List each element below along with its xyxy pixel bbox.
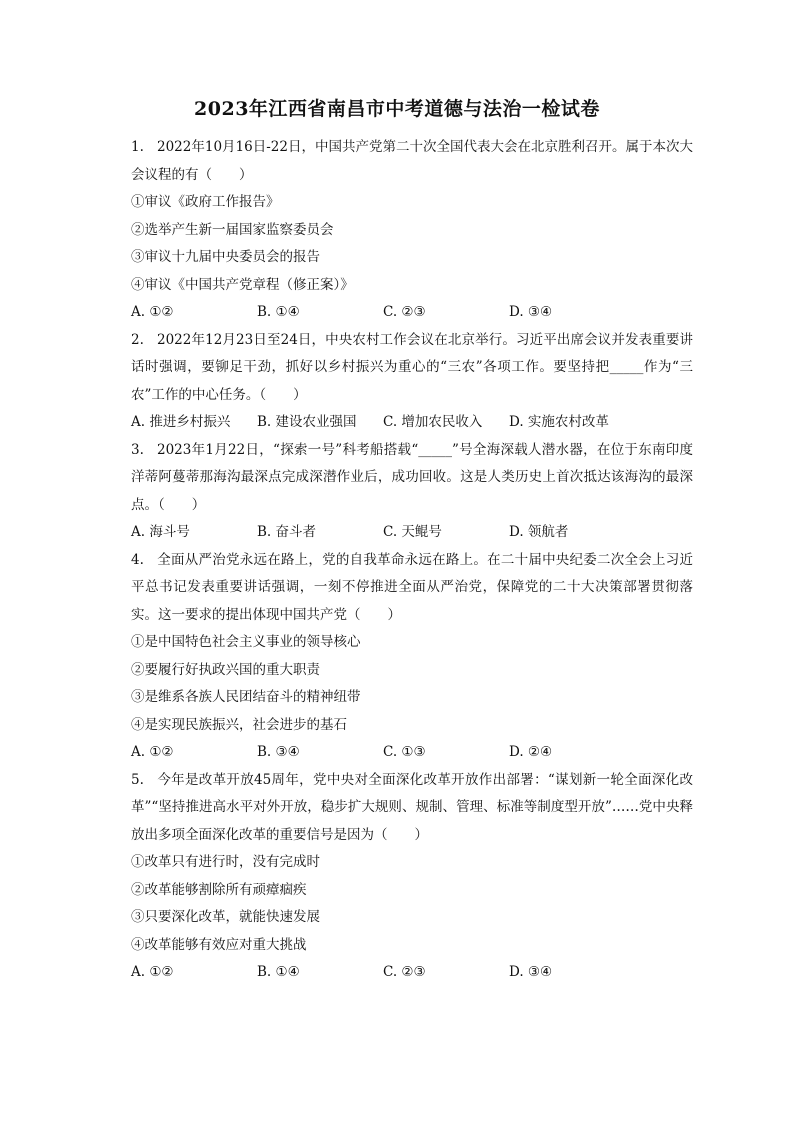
statement-item: ③是维系各族人民团结奋斗的精神纽带 xyxy=(131,689,361,705)
question-stem xyxy=(131,134,693,189)
statement-item: ②选举产生新一届国家监察委员会 xyxy=(131,221,334,238)
option-b: B. 建设农业强国 xyxy=(257,414,357,430)
question-number: 3. xyxy=(131,441,144,458)
statement-item: ①是中国特色社会主义事业的领导核心 xyxy=(131,634,361,650)
question-list xyxy=(131,134,693,987)
option-a: A. ①② xyxy=(131,744,174,760)
statement-item: ③审议十九届中央委员会的报告 xyxy=(131,249,320,265)
answer-options xyxy=(131,409,693,437)
answer-options xyxy=(131,739,693,767)
option-c: C. 天鲲号 xyxy=(383,524,442,540)
question-text: 2022年12月23日至24日，中央农村工作会议在北京举行。习近平出席会议并发表重要讲话时强调，要铆足干劲，抓好以乡村振兴为重心的“三农”各项工作。要坚持把_____作为“三农”工作的中心任务。（ ） xyxy=(131,331,693,403)
option-b: B. ①④ xyxy=(257,964,300,980)
question-number: 4. xyxy=(131,551,144,568)
option-b: B. ③④ xyxy=(257,744,300,760)
option-b: B. ①④ xyxy=(257,304,300,320)
question-2 xyxy=(131,327,693,437)
question-text: 2022年10月16日-22日，中国共产党第二十次全国代表大会在北京胜利召开。属于本次大会议程的有（ ） xyxy=(131,139,693,183)
statement-item: ①审议《政府工作报告》 xyxy=(131,194,280,210)
answer-options xyxy=(131,519,693,547)
question-3 xyxy=(131,437,693,547)
question-stem xyxy=(131,327,693,410)
statement-item: ③只要深化改革，就能快速发展 xyxy=(131,909,320,925)
question-1 xyxy=(131,134,693,327)
statement-item: ②要履行好执政兴国的重大职责 xyxy=(131,661,320,678)
question-stem xyxy=(131,437,693,520)
question-number: 1. xyxy=(131,139,144,155)
statement-item: ④审议《中国共产党章程（修正案）》 xyxy=(131,276,354,293)
option-d: D. ③④ xyxy=(509,304,553,320)
question-text: 今年是改革开放45周年，党中央对全面深化改革开放作出部署：“谋划新一轮全面深化改革”“坚持推进高水平对外开放，稳步扩大规则、规制、管理、标准等制度型开放”……党中央释放出多项全面深化改革的重要信号是因为（ ） xyxy=(131,771,693,843)
option-d: D. ③④ xyxy=(509,964,553,980)
option-a: A. 推进乡村振兴 xyxy=(131,414,231,430)
question-5 xyxy=(131,767,693,987)
option-c: C. ②③ xyxy=(383,964,426,980)
statement-item: ④改革能够有效应对重大挑战 xyxy=(131,936,307,953)
question-stem xyxy=(131,767,693,850)
answer-options xyxy=(131,299,693,327)
statement-item: ④是实现民族振兴，社会进步的基石 xyxy=(131,716,347,733)
statement-item: ②改革能够割除所有顽瘴痼疾 xyxy=(131,881,307,898)
exam-title: 2023年江西省南昌市中考道德与法治一检试卷 xyxy=(194,98,600,120)
statement-item: ①改革只有进行时，没有完成时 xyxy=(131,854,320,870)
question-stem xyxy=(131,547,693,630)
question-number: 5. xyxy=(131,771,144,788)
option-d: D. 领航者 xyxy=(509,524,569,540)
option-a: A. ①② xyxy=(131,304,174,320)
question-4 xyxy=(131,547,693,767)
option-c: C. ②③ xyxy=(383,304,426,320)
option-d: D. 实施农村改革 xyxy=(509,414,609,430)
question-text: 2023年1月22日，“探索一号”科考船搭载“_____”号全海深载人潜水器，在位于东南印度洋蒂阿蔓蒂那海沟最深点完成深潜作业后，成功回收。这是人类历史上首次抵达该海沟的最深点。（ ） xyxy=(131,441,693,513)
option-c: C. ①③ xyxy=(383,744,426,760)
question-number: 2. xyxy=(131,331,144,348)
option-b: B. 奋斗者 xyxy=(257,524,317,540)
option-a: A. 海斗号 xyxy=(131,524,190,540)
option-a: A. ①② xyxy=(131,964,174,980)
option-c: C. 增加农民收入 xyxy=(383,414,483,430)
answer-options xyxy=(131,959,693,987)
question-text: 全面从严治党永远在路上，党的自我革命永远在路上。在二十届中央纪委二次全会上习近平总书记发表重要讲话强调，一刻不停推进全面从严治党，保障党的二十大决策部署贯彻落实。这一要求的提出体现中国共产党（ ） xyxy=(131,551,693,623)
option-d: D. ②④ xyxy=(509,744,553,760)
